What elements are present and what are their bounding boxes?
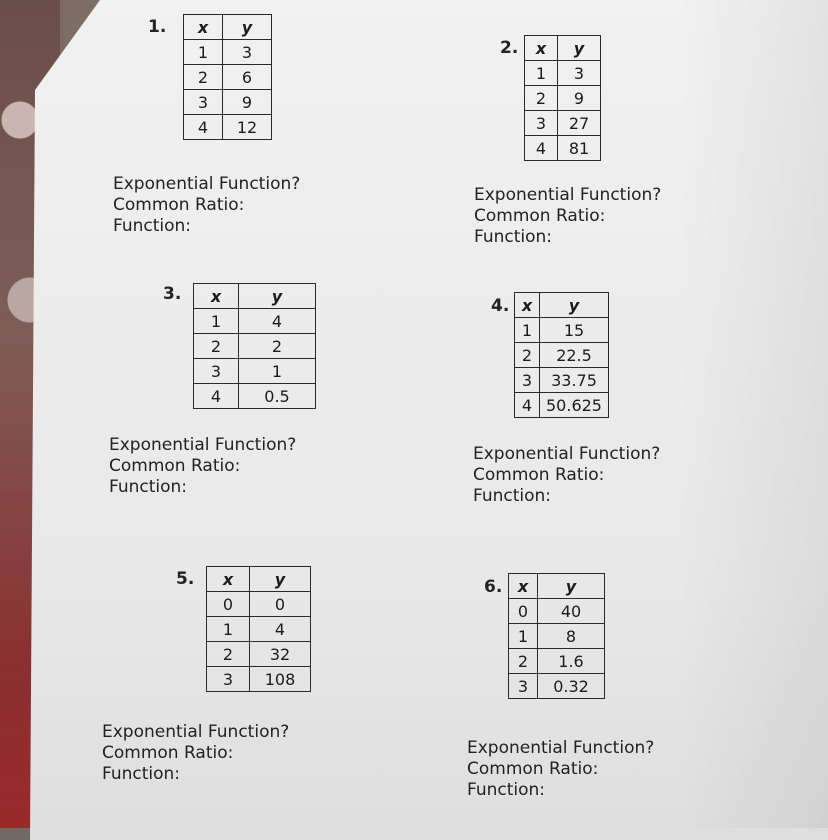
- cell-x: 4: [194, 384, 239, 409]
- table-1: [183, 14, 272, 140]
- table-4: [514, 292, 609, 418]
- table-row: [515, 393, 609, 418]
- cell-x: 1: [509, 624, 538, 649]
- function-label: Function:: [473, 486, 552, 506]
- cell-y: 32: [250, 642, 311, 667]
- cell-x: 0: [509, 599, 538, 624]
- cell-y: 1.6: [538, 649, 605, 674]
- table-row: [207, 617, 311, 642]
- cell-y: 0: [250, 592, 311, 617]
- cell-x: 2: [207, 642, 250, 667]
- cell-y: 0.32: [538, 674, 605, 699]
- cell-x: 3: [515, 368, 540, 393]
- cell-x: 1: [207, 617, 250, 642]
- cell-x: 4: [515, 393, 540, 418]
- exponential-question: Exponential Function?: [473, 444, 661, 464]
- cell-y: 3: [223, 40, 272, 65]
- table-row: [207, 667, 311, 692]
- cell-x: 1: [194, 309, 239, 334]
- problem-number: 2.: [500, 38, 519, 58]
- common-ratio-label: Common Ratio:: [474, 206, 606, 226]
- cell-y: 0.5: [239, 384, 316, 409]
- table-row: [184, 90, 272, 115]
- function-label: Function:: [113, 216, 192, 236]
- function-label: Function:: [109, 477, 188, 497]
- cell-y: 8: [538, 624, 605, 649]
- cell-x: 3: [525, 111, 558, 136]
- cell-x: 1: [525, 61, 558, 86]
- table-row: [184, 65, 272, 90]
- table-row: [184, 115, 272, 140]
- paper-shadow: [678, 0, 828, 828]
- cell-y: 2: [239, 334, 316, 359]
- header-y: y: [239, 284, 316, 309]
- cell-x: 1: [515, 318, 540, 343]
- cell-y: 15: [540, 318, 609, 343]
- exponential-question: Exponential Function?: [113, 174, 301, 194]
- problem-number: 6.: [484, 577, 503, 597]
- table-5: [206, 566, 311, 692]
- header-x: x: [207, 567, 250, 592]
- question-block: [473, 444, 660, 507]
- common-ratio-label: Common Ratio:: [102, 743, 234, 763]
- table-row: [525, 111, 601, 136]
- cell-y: 4: [250, 617, 311, 642]
- function-label: Function:: [102, 764, 181, 784]
- question-block: [102, 722, 289, 785]
- common-ratio-label: Common Ratio:: [467, 759, 599, 779]
- cell-y: 33.75: [540, 368, 609, 393]
- cell-x: 0: [207, 592, 250, 617]
- cell-y: 1: [239, 359, 316, 384]
- exponential-question: Exponential Function?: [467, 738, 655, 758]
- cell-y: 4: [239, 309, 316, 334]
- table-row: [509, 599, 605, 624]
- question-block: [113, 174, 300, 237]
- common-ratio-label: Common Ratio:: [473, 465, 605, 485]
- table-row: [525, 86, 601, 111]
- cell-y: 40: [538, 599, 605, 624]
- cell-y: 9: [558, 86, 601, 111]
- header-x: x: [525, 36, 558, 61]
- problem-number: 3.: [163, 284, 182, 304]
- table-6: [508, 573, 605, 699]
- header-x: x: [515, 293, 540, 318]
- table-row: [194, 359, 316, 384]
- cell-y: 3: [558, 61, 601, 86]
- table-row: [509, 649, 605, 674]
- table-row: [515, 368, 609, 393]
- table-row: [509, 624, 605, 649]
- cell-x: 2: [194, 334, 239, 359]
- common-ratio-label: Common Ratio:: [109, 456, 241, 476]
- cell-y: 108: [250, 667, 311, 692]
- table-row: [525, 61, 601, 86]
- question-block: [474, 185, 661, 248]
- table-row: [509, 674, 605, 699]
- problem-number: 1.: [148, 17, 167, 37]
- table-row: [194, 334, 316, 359]
- problem-number: 5.: [176, 569, 195, 589]
- exponential-question: Exponential Function?: [474, 185, 662, 205]
- header-y: y: [223, 15, 272, 40]
- cell-x: 3: [194, 359, 239, 384]
- header-y: y: [540, 293, 609, 318]
- header-x: x: [509, 574, 538, 599]
- question-block: [109, 435, 296, 498]
- table-row: [207, 592, 311, 617]
- cell-x: 3: [207, 667, 250, 692]
- cell-y: 6: [223, 65, 272, 90]
- table-row: [515, 318, 609, 343]
- cell-x: 2: [525, 86, 558, 111]
- cell-x: 2: [515, 343, 540, 368]
- cell-y: 9: [223, 90, 272, 115]
- header-y: y: [538, 574, 605, 599]
- table-3: [193, 283, 316, 409]
- cell-y: 81: [558, 136, 601, 161]
- table-row: [194, 309, 316, 334]
- cell-x: 1: [184, 40, 223, 65]
- cell-y: 50.625: [540, 393, 609, 418]
- exponential-question: Exponential Function?: [102, 722, 290, 742]
- table-row: [194, 384, 316, 409]
- cell-x: 3: [509, 674, 538, 699]
- header-y: y: [250, 567, 311, 592]
- exponential-question: Exponential Function?: [109, 435, 297, 455]
- function-label: Function:: [474, 227, 553, 247]
- header-y: y: [558, 36, 601, 61]
- cell-x: 4: [184, 115, 223, 140]
- cell-x: 3: [184, 90, 223, 115]
- table-row: [184, 40, 272, 65]
- common-ratio-label: Common Ratio:: [113, 195, 245, 215]
- question-block: [467, 738, 654, 801]
- cell-y: 27: [558, 111, 601, 136]
- function-label: Function:: [467, 780, 546, 800]
- header-x: x: [194, 284, 239, 309]
- table-row: [207, 642, 311, 667]
- cell-y: 12: [223, 115, 272, 140]
- header-x: x: [184, 15, 223, 40]
- cell-x: 2: [509, 649, 538, 674]
- table-2: [524, 35, 601, 161]
- problem-number: 4.: [491, 296, 510, 316]
- cell-x: 2: [184, 65, 223, 90]
- table-row: [525, 136, 601, 161]
- cell-x: 4: [525, 136, 558, 161]
- table-row: [515, 343, 609, 368]
- cell-y: 22.5: [540, 343, 609, 368]
